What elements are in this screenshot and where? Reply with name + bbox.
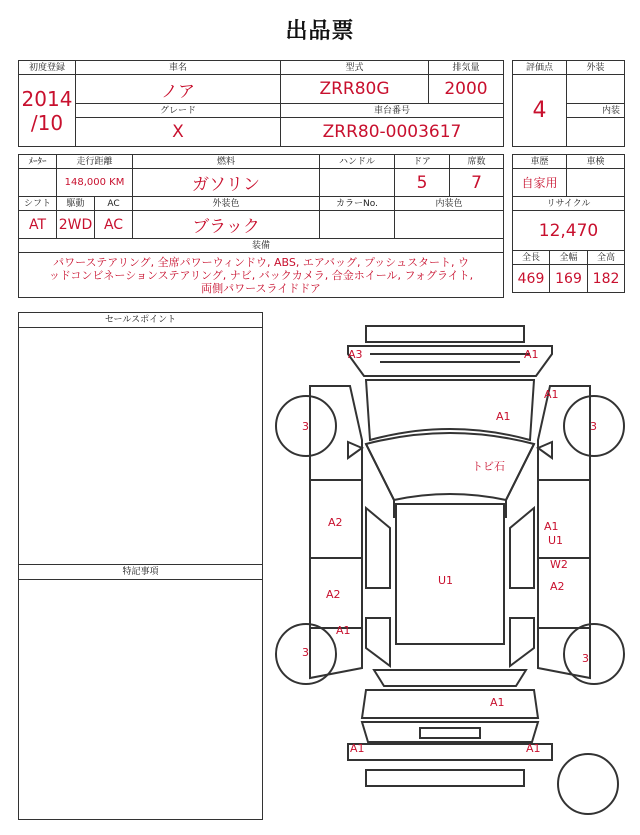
car-damage-diagram <box>270 318 630 823</box>
mark-door-r1b: U1 <box>548 534 564 547</box>
inspection-value <box>567 169 625 197</box>
first-reg-month: /10 <box>30 110 64 135</box>
mark-roof: U1 <box>438 574 454 587</box>
front-bumper <box>366 326 524 342</box>
mark-door-l2: A2 <box>326 588 341 601</box>
car-name-value: ノア <box>76 75 281 104</box>
mark-front-right: A1 <box>524 348 539 361</box>
width-label: 全幅 <box>550 251 588 265</box>
height-label: 全高 <box>588 251 625 265</box>
car-name-label: 車名 <box>76 61 281 75</box>
history-label: 車歴 <box>513 155 567 169</box>
mark-door-r2b: A2 <box>550 580 565 593</box>
door-right-1 <box>538 480 590 558</box>
color-no-label: カラーNo. <box>320 197 395 211</box>
mark-rear-right: A1 <box>526 742 541 755</box>
displacement-label: 排気量 <box>429 61 504 75</box>
fuel-value: ガソリン <box>133 169 320 197</box>
ext-color-value: ブラック <box>133 211 320 239</box>
rating-value: 4 <box>513 75 567 147</box>
window-left-1 <box>366 508 390 588</box>
ac-label: AC <box>95 197 133 211</box>
int-color-value <box>395 211 504 239</box>
width-value: 169 <box>550 265 588 293</box>
meter-value <box>19 169 57 197</box>
recycle-value: 12,470 <box>513 211 625 251</box>
spare-tire <box>558 754 618 814</box>
windshield <box>366 433 534 500</box>
mirror-right <box>538 442 552 458</box>
equipment-line-2: ッドコンビネーションステアリング, ナビ, バックカメラ, 合金ホイール, フォグライト, <box>48 268 474 282</box>
length-label: 全長 <box>513 251 550 265</box>
window-right-2 <box>510 618 534 666</box>
color-no-value <box>320 211 395 239</box>
ext-color-label: 外装色 <box>133 197 320 211</box>
rear-step <box>366 770 524 786</box>
mirror-left <box>348 442 362 458</box>
equipment-line-1: パワーステアリング, 全席パワーウィンドウ, ABS, エアバッグ, プッシュスタート, ウ <box>53 255 469 269</box>
grade-value: X <box>76 118 281 147</box>
history-table <box>512 154 625 293</box>
mark-wheel-fr: 3 <box>590 420 597 433</box>
pillar-left <box>366 444 394 518</box>
shift-value: AT <box>19 211 57 239</box>
mark-hood-right: A1 <box>496 410 511 423</box>
rear-hatch <box>362 690 538 718</box>
sales-point-box <box>18 312 263 565</box>
mark-wheel-fl: 3 <box>302 420 309 433</box>
height-value: 182 <box>588 265 625 293</box>
mark-door-l1: A2 <box>328 516 343 529</box>
equipment-line-3: 両側パワースライドドア <box>201 281 321 295</box>
equipment-value <box>19 253 504 298</box>
interior-value <box>567 118 625 147</box>
seats-label: 席数 <box>450 155 504 169</box>
first-reg-year: 2014 <box>21 86 73 111</box>
exterior-value <box>567 75 625 104</box>
sales-point-label: セールスポイント <box>19 313 262 328</box>
recycle-label: リサイクル <box>513 197 625 211</box>
rear-window <box>374 670 526 686</box>
window-right-1 <box>510 508 534 588</box>
seats-value: 7 <box>450 169 504 197</box>
meter-label: ﾒｰﾀｰ <box>19 155 57 169</box>
length-value: 469 <box>513 265 550 293</box>
shift-label: シフト <box>19 197 57 211</box>
page-title: 出品票 <box>285 19 355 44</box>
int-color-label: 内装色 <box>395 197 504 211</box>
mark-door-r2a: W2 <box>550 558 568 571</box>
history-value: 自家用 <box>513 169 567 197</box>
mark-wheel-rl: 3 <box>302 646 309 659</box>
door-value: 5 <box>395 169 450 197</box>
fuel-label: 燃料 <box>133 155 320 169</box>
door-label: ドア <box>395 155 450 169</box>
rating-table <box>512 60 625 147</box>
window-left-2 <box>366 618 390 666</box>
ac-value: AC <box>95 211 133 239</box>
grille <box>370 354 530 362</box>
interior-label: 内装 <box>567 104 625 118</box>
handle-label: ハンドル <box>320 155 395 169</box>
mark-trunk: A1 <box>490 696 505 709</box>
grade-label: グレード <box>76 104 281 118</box>
first-reg-label: 初度登録 <box>19 61 76 75</box>
chassis-value: ZRR80-0003617 <box>281 118 504 147</box>
mark-door-r1a: A1 <box>544 520 559 533</box>
license-plate <box>420 728 480 738</box>
first-reg-value <box>19 75 76 147</box>
exterior-label: 外装 <box>567 61 625 75</box>
mileage-value: 148,000 KM <box>57 169 133 197</box>
mark-front-left: A3 <box>348 348 363 361</box>
vehicle-info-table <box>18 60 504 147</box>
wheel-rear-right <box>564 624 624 684</box>
drive-label: 駆動 <box>57 197 95 211</box>
rating-label: 評価点 <box>513 61 567 75</box>
model-value: ZRR80G <box>281 75 429 104</box>
mileage-label: 走行距離 <box>57 155 133 169</box>
mark-rear-left: A1 <box>350 742 365 755</box>
drive-value: 2WD <box>57 211 95 239</box>
mark-fender-right: A1 <box>544 388 559 401</box>
inspection-label: 車検 <box>567 155 625 169</box>
equipment-label: 装備 <box>19 239 504 253</box>
mark-wheel-rr: 3 <box>582 652 589 665</box>
notes-label: 特記事項 <box>19 565 262 580</box>
model-label: 型式 <box>281 61 429 75</box>
rear-bumper <box>348 744 552 760</box>
spec-table <box>18 154 504 298</box>
pillar-right <box>506 444 534 518</box>
mark-windshield: トビ石 <box>472 460 505 473</box>
notes-box <box>18 565 263 820</box>
handle-value <box>320 169 395 197</box>
displacement-value: 2000 <box>429 75 504 104</box>
chassis-label: 車台番号 <box>281 104 504 118</box>
mark-quarter-l: A1 <box>336 624 351 637</box>
